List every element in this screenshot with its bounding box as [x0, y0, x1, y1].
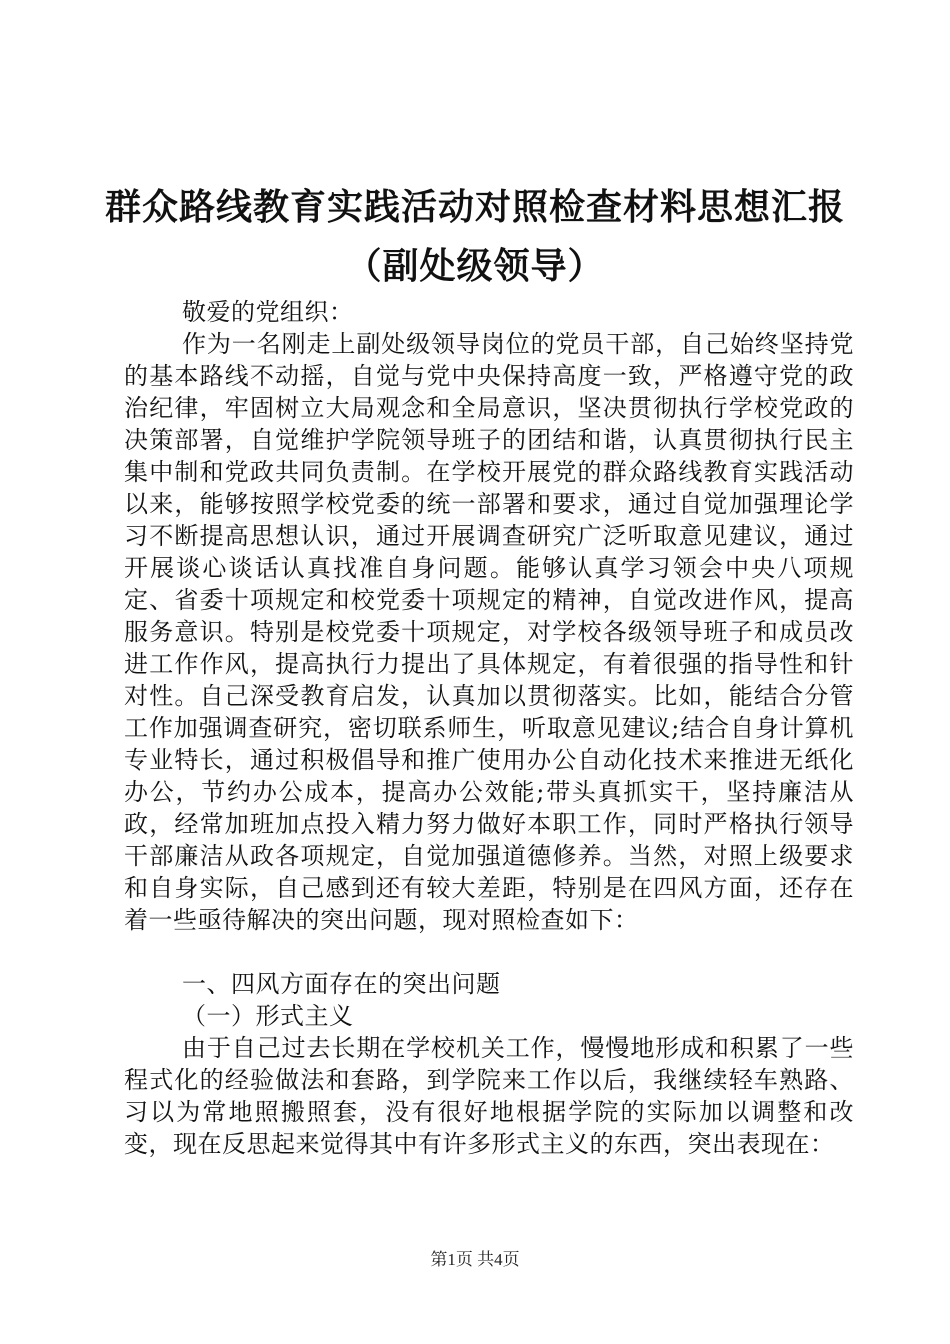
- document-title: 群众路线教育实践活动对照检查材料思想汇报: [104, 187, 845, 228]
- page-number: 第1页 共4页: [430, 1250, 520, 1269]
- subsection-heading: （一）形式主义: [182, 1002, 354, 1030]
- paragraph-intro: 作为一名刚走上副处级领导岗位的党员干部，自己始终坚持党的基本路线不动摇，自觉与党中央保持高度一致，严格遵守党的政治纪律，牢固树立大局观念和全局意识，坚决贯彻执行学校党政的决策部署，自觉维护学院领导班子的团结和谐，认真贯彻执行民主集中制和党政共同负责制。在学校开展党的群众路线教育实践活动以来，能够按照学校党委的统一部署和要求，通过自觉加强理论学习不断提高思想认识，通过开展调查研究广泛听取意见建议，通过开展谈心谈话认真找准自身问题。能够认真学习领会中央八项规定、省委十项规定和校党委十项规定的精神，自觉改进作风，提高服务意识。特别是校党委十项规定，对学校各级领导班子和成员改进工作作风，提高执行力提出了具体规定，有着很强的指导性和针对性。自己深受教育启发，认真加以贯彻落实。比如，能结合分管工作加强调查研究，密切联系师生，听取意见建议;结合自身计算机专业特长，通过积极倡导和推广使用办公自动化技术来推进无纸化办公，节约办公成本，提高办公效能;带头真抓实干，坚持廉洁从政，经常加班加点投入精力努力做好本职工作，同时严格执行领导干部廉洁从政各项规定，自觉加强道德修养。当然，对照上级要求和自身实际，自己感到还有较大差距，特别是在四风方面，还存在着一些亟待解决的突出问题，现对照检查如下：: [124, 330, 854, 934]
- document-subtitle: （副处级领导）: [345, 246, 605, 287]
- section-heading: 一、四风方面存在的突出问题: [182, 970, 501, 998]
- salutation: 敬爱的党组织：: [182, 298, 354, 326]
- paragraph-formalism: 由于自己过去长期在学校机关工作，慢慢地形成和积累了一些程式化的经验做法和套路，到学院来工作以后，我继续轻车熟路、习以为常地照搬照套，没有很好地根据学院的实际加以调整和改变，现在反思起来觉得其中有许多形式主义的东西，突出表现在：: [124, 1034, 854, 1158]
